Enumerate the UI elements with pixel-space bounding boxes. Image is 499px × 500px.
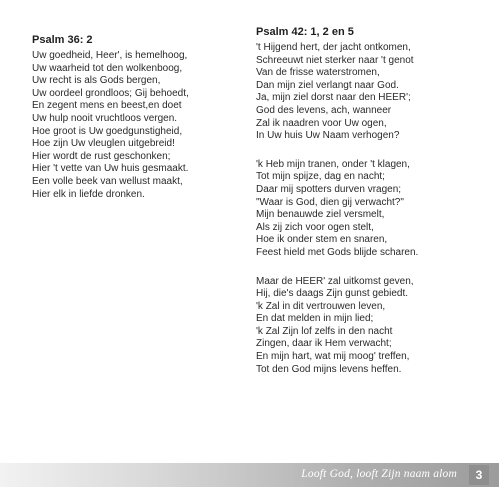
verse-line: Schreeuwt niet sterker naar 't genot bbox=[256, 54, 414, 66]
footer-bar bbox=[0, 463, 499, 487]
verse-line: Hoe zijn Uw vleuglen uitgebreid! bbox=[32, 138, 175, 150]
verse-line: Tot mijn spijze, dag en nacht; bbox=[256, 171, 385, 183]
verse-line: Uw waarheid tot den wolkenboog, bbox=[32, 62, 183, 74]
verse-line: 'k Zal Zijn lof zelfs in den nacht bbox=[256, 325, 393, 337]
verse-line: Als zij zich voor ogen stelt, bbox=[256, 221, 374, 233]
verse-line: "Waar is God, dien gij verwacht?" bbox=[256, 196, 404, 208]
verse-line: Uw hulp nooit vruchtloos vergen. bbox=[32, 112, 178, 124]
verse-line: Maar de HEER' zal uitkomst geven, bbox=[256, 275, 414, 287]
verse-line: 'k Heb mijn tranen, onder 't klagen, bbox=[256, 158, 410, 170]
verse-line: Feest hield met Gods blijde scharen. bbox=[256, 246, 419, 258]
verse-line: Hier elk in liefde dronken. bbox=[32, 188, 145, 200]
psalm-36-column bbox=[32, 34, 232, 217]
verse-line: Hoe groot is Uw goedgunstigheid, bbox=[32, 125, 183, 137]
verse-line: Een volle beek van wellust maakt, bbox=[32, 175, 183, 187]
verse-line: Uw recht is als Gods bergen, bbox=[32, 75, 161, 87]
verse-line: Dan mijn ziel verlangt naar God. bbox=[256, 79, 399, 91]
psalm-verse bbox=[32, 50, 232, 201]
psalm-verse-2 bbox=[256, 159, 476, 260]
verse-line: Uw oordeel grondloos; Gij behoedt, bbox=[32, 87, 189, 99]
verse-line: Zal ik naadren voor Uw ogen, bbox=[256, 117, 387, 129]
psalm-title: Psalm 36: 2 bbox=[32, 34, 93, 46]
verse-line: En zegent mens en beest,en doet bbox=[32, 100, 182, 112]
verse-line: God des levens, ach, wanneer bbox=[256, 104, 392, 116]
verse-line: Uw goedheid, Heer', is hemelhoog, bbox=[32, 50, 188, 61]
verse-line: Ja, mijn ziel dorst naar den HEER'; bbox=[256, 92, 411, 104]
verse-line: Tot den God mijns levens heffen. bbox=[256, 363, 402, 375]
verse-line: 'k Zal in dit vertrouwen leven, bbox=[256, 300, 386, 312]
verse-line: Daar mij spotters durven vragen; bbox=[256, 183, 402, 195]
verse-line: En mijn hart, wat mij moog' treffen, bbox=[256, 351, 410, 363]
verse-line: Hier 't vette van Uw huis gesmaakt. bbox=[32, 163, 189, 175]
psalm-verse-3 bbox=[256, 276, 476, 377]
verse-line: In Uw huis Uw Naam verhogen? bbox=[256, 130, 400, 142]
verse-line: En dat melden in mijn lied; bbox=[256, 313, 374, 325]
footer-title: Looft God, looft Zijn naam alom bbox=[301, 468, 457, 480]
psalm-title: Psalm 42: 1, 2 en 5 bbox=[256, 26, 354, 38]
verse-line: Hier wordt de rust geschonken; bbox=[32, 150, 171, 162]
verse-line: 't Hijgend hert, der jacht ontkomen, bbox=[256, 42, 411, 53]
verse-line: Mijn benauwde ziel versmelt, bbox=[256, 209, 385, 221]
psalm-verse-1 bbox=[256, 42, 476, 143]
verse-line: Hoe ik onder stem en snaren, bbox=[256, 234, 388, 246]
page-number: 3 bbox=[469, 465, 489, 485]
verse-line: Zingen, daar ik Hem verwacht; bbox=[256, 338, 392, 350]
verse-line: Hij, die's daags Zijn gunst gebiedt. bbox=[256, 288, 408, 300]
verse-line: Van de frisse waterstromen, bbox=[256, 67, 380, 79]
psalm-42-column bbox=[256, 26, 476, 392]
